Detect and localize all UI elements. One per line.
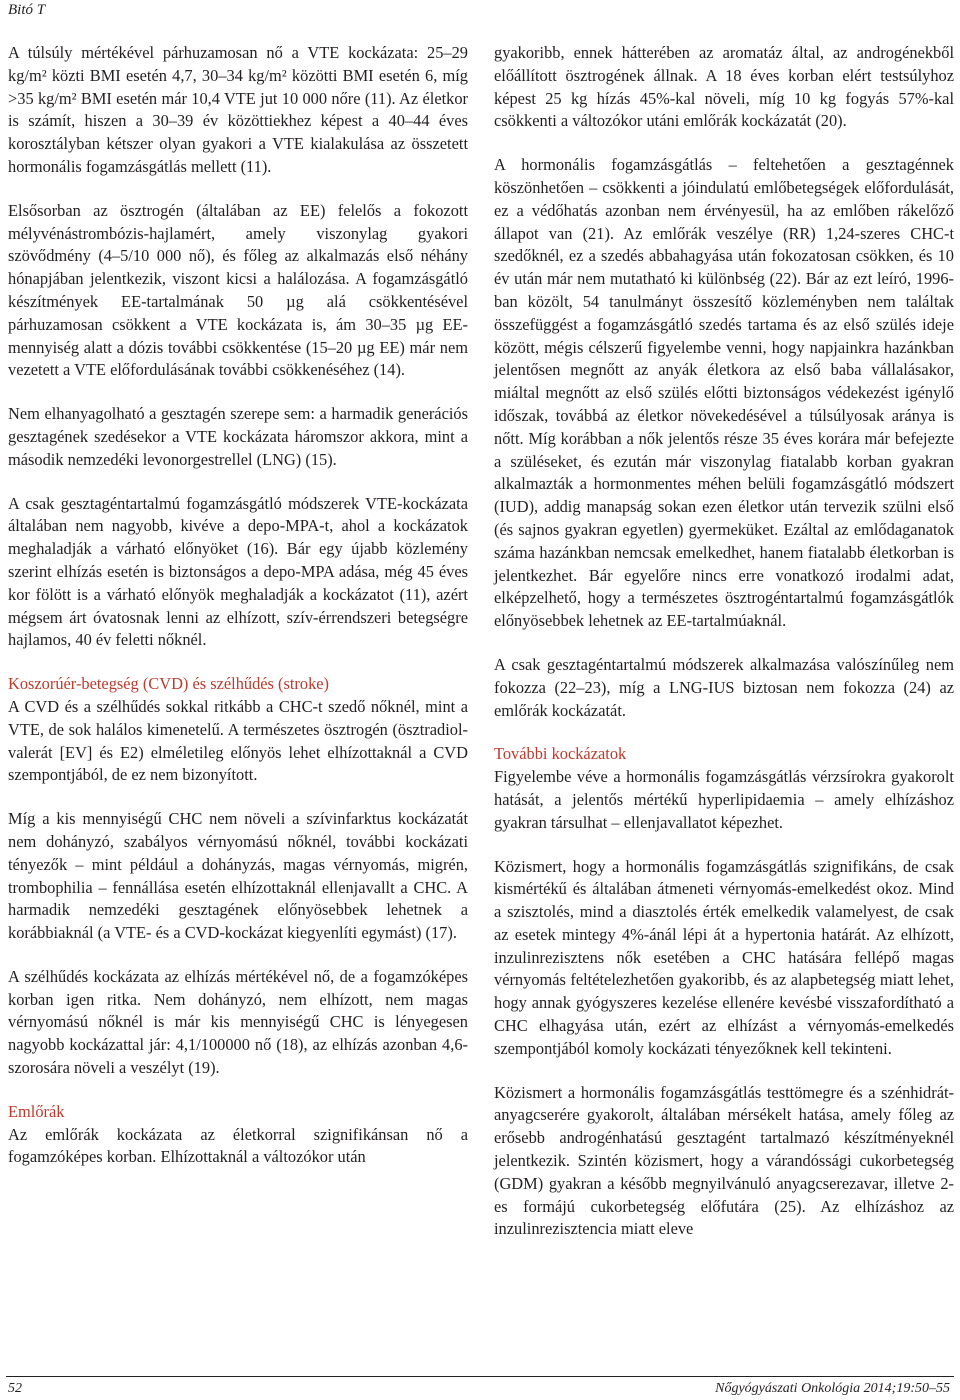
left-column xyxy=(8,42,468,1190)
paragraph: Elsősorban az ösztrogén (általában az EE) felelős a fokozott mélyvénástrombózis-hajlamért, amely viszonylag gyakori szövődmény (4–5/10 000 nő), és főleg az alkalmazás első néhány hónapjában jelentkezik, viszont kicsi a halálozása. A fogamzásgátló készítmények EE-tartalmának 50 µg alá csökkentésével párhuzamosan csökkent a VTE kockázata is, ám 30–35 µg EE-mennyiség alatt a dózis további csökkentése (15–20 µg EE) már nem vezetett a VTE előfordulásának további csökkenéséhez (14). xyxy=(8,200,468,380)
paragraph: Az emlőrák kockázata az életkorral szignifikánsan nő a fogamzóképes korban. Elhízottaknál a változókor után xyxy=(8,1124,468,1167)
paragraph: Míg a kis mennyiségű CHC nem növeli a szívinfarktus kockázatát nem dohányzó, szabályos vérnyomású nőknél, további kockázati tényezők – mint például a dohányzás, magas vérnyomás, migrén, trombophilia – fennállása esetén elhízottaknál ellenjavallt a CHC. A harmadik nemzedéki gesztagének előnyösebbek lehetnek a korábbiaknál (a VTE- és a CVD-kockázat kiegyenlíti egymást) (17). xyxy=(8,809,468,943)
paragraph: A túlsúly mértékével párhuzamosan nő a VTE kockázata: 25–29 kg/m² közti BMI esetén 4,7, 30–34 kg/m² közötti BMI esetén 6, míg >35 kg/m² BMI esetén már 10,4 VTE jut 10 000 nőre (11). Az életkor is számít, hiszen a 30–39 év közöttiekhez képest a 40–44 éves korosztályban kétszer olyan gyakori a VTE kialakulása az összetett hormonális fogamzásgátlás mellett (11). xyxy=(8,43,468,176)
paragraph: Figyelembe véve a hormonális fogamzásgátlás vérzsírokra gyakorolt hatását, a jelentős mértékű hyperlipidaemia – amely elhízáshoz gyakran társulhat – ellenjavallatot képezhet. xyxy=(494,767,954,832)
paragraph: A szélhűdés kockázata az elhízás mértékével nő, de a fogamzóképes korban igen ritka. Nem dohányzó, nem elhízott, nem magas vérnyomású nőknél is már kis mennyiségű CHC is lényegesen nagyobb kockázattal jár: 4,1/100000 nő (18), az elhízás azonban 4,6-szorosára növeli a veszélyt (19). xyxy=(8,966,468,1078)
paragraph: Közismert a hormonális fogamzásgátlás testtömegre és a szénhidrát-anyagcserére gyakorolt, általában mérsékelt hatása, amely főleg az erősebb androgénhatású gesztagént tartalmazó készítményeknél jelentkezik. Szintén közismert, hogy a várandóssági cukorbetegség (GDM) gyakran a később megnyilvánuló anyagcserezavar, illetve 2-es formájú cukorbetegség előfutára (25). Az elhízáshoz az inzulinrezisztencia miatt eleve xyxy=(494,1082,954,1239)
paragraph: A CVD és a szélhűdés sokkal ritkább a CHC-t szedő nőknél, mint a VTE, de sok halálos kimenetelű. A természetes ösztrogén (ösztradiol-valerát [EV] és E2) elméletileg előnyös lehet elhízottaknál a CVD szempontjából, de ez nem bizonyított. xyxy=(8,696,468,785)
journal-citation: Nőgyógyászati Onkológia 2014;19:50–55 xyxy=(715,1381,950,1396)
paragraph: gyakoribb, ennek hátterében az aromatáz által, az androgénekből előállított ösztrogének állnak. A 18 éves korban elért testsúlyhoz képest 25 kg hízás 45%-kal növeli, míg 10 kg fogyás 57%-kal csökkenti a változókor utáni emlőrák kockázatát (20). xyxy=(494,43,954,131)
section-heading-further-risks: További kockázatok xyxy=(494,744,627,764)
running-head: Bitó T xyxy=(8,2,46,18)
page-number: 52 xyxy=(8,1381,22,1396)
section-heading-cvd-stroke: Koszorúér-betegség (CVD) és szélhűdés (stroke) xyxy=(8,674,330,694)
paragraph: A hormonális fogamzásgátlás – feltehetően a gesztagénnek köszönhetően – csökkenti a jóindulatú emlőbetegségek előfordulását, ez a védőhatás azonban nem érvényesül, ha az emlőben rákelőző állapot van (21). Az emlőrák veszélye (RR) 1,24-szeres CHC-t szedőknél, ez a szedés abbahagyása után fokozatosan csökken, és 10 év után már nem mutatható ki különbség (22). Bár az ezt leíró, 1996-ban közölt, 54 tanulmányt összesítő közleményben nem találtak összefüggést a fogamzásgátló szedés tartama és az első szülés ideje között, mégis célszerű figyelembe venni, hogy napjainkra hazánkban jelentősen megnőtt az anyák életkora az első baba vállalásakor, miáltal megnőtt az első szülés előtti biztonságos védekezést igénylő időszak, továbbá az életkor növekedésével a túlsúlyosak aránya is nőtt. Míg korábban a nők jelentős része 35 éves korára már befejezte a szüléseket, és ezután már viszonylag fiatalabb korban gyakran alkalmazták a hormonmentes méhen belüli fogamzásgátló módszert (IUD), addig manapság sokan ezen életkor után tervezik szülni első (és sajnos gyakran egyetlen) gyermeküket. Ezáltal az emlődaganatok száma hazánkban nemcsak emelkedhet, hanem fiatalabb életkorban is jelentkezhet. Bár egyelőre nincs erre vonatkozó irodalmi adat, elképzelhető, hogy a természetes ösztrogéntartalmú fogamzásgátlók előnyösebbek lehetnek az EE-tartalmúaknál. xyxy=(494,155,954,631)
paragraph: A csak gesztagéntartalmú fogamzásgátló módszerek VTE-kockázata általában nem nagyobb, kivéve a depo-MPA-t, ahol a kockázatok meghaladják a várható előnyöket (16). Bár egy újabb közlemény szerint elhízás esetén is biztonságos a depo-MPA adása, még 45 éves kor fölött is a várható előnyök meghaladják a kockázatot (11), azért mégsem árt óvatosnak lenni az elhízott, szív-érrendszeri betegségre hajlamos, 40 év feletti nőknél. xyxy=(8,493,468,650)
section-heading-breast-cancer: Emlőrák xyxy=(8,1101,65,1121)
paragraph: A csak gesztagéntartalmú módszerek alkalmazása valószínűleg nem fokozza (22–23), míg a LNG-IUS biztosan nem fokozza (24) az emlőrák kockázatát. xyxy=(494,654,954,720)
footer-rule xyxy=(6,1376,954,1377)
paragraph: Közismert, hogy a hormonális fogamzásgátlás szignifikáns, de csak kismértékű és általában átmeneti vérnyomás-emelkedést okoz. Mind a szisztolés, mind a diasztolés érték emelkedik valamelyest, de csak az esetek mintegy 4%-ánál lépi át a hypertonia határát. Az elhízott, inzulinrezisztens nők esetében a CHC hatására fellépő magas vérnyomás feltételezhetően gyakoribb, és az alapbetegség miatt lehet, hogy annak gyógyszeres kezelése ellenére kevésbé visszafordítható a CHC elhagyása után, ezért az elhízást a vérnyomás-emelkedés szempontjából komoly kockázati tényezőknek kell tekinteni. xyxy=(494,856,954,1058)
right-column xyxy=(494,42,954,1262)
paragraph: Nem elhanyagolható a gesztagén szerepe sem: a harmadik generációs gesztagének szedésekor a VTE kockázata háromszor akkora, mint a második nemzedéki levonorgestrellel (LNG) (15). xyxy=(8,404,468,469)
